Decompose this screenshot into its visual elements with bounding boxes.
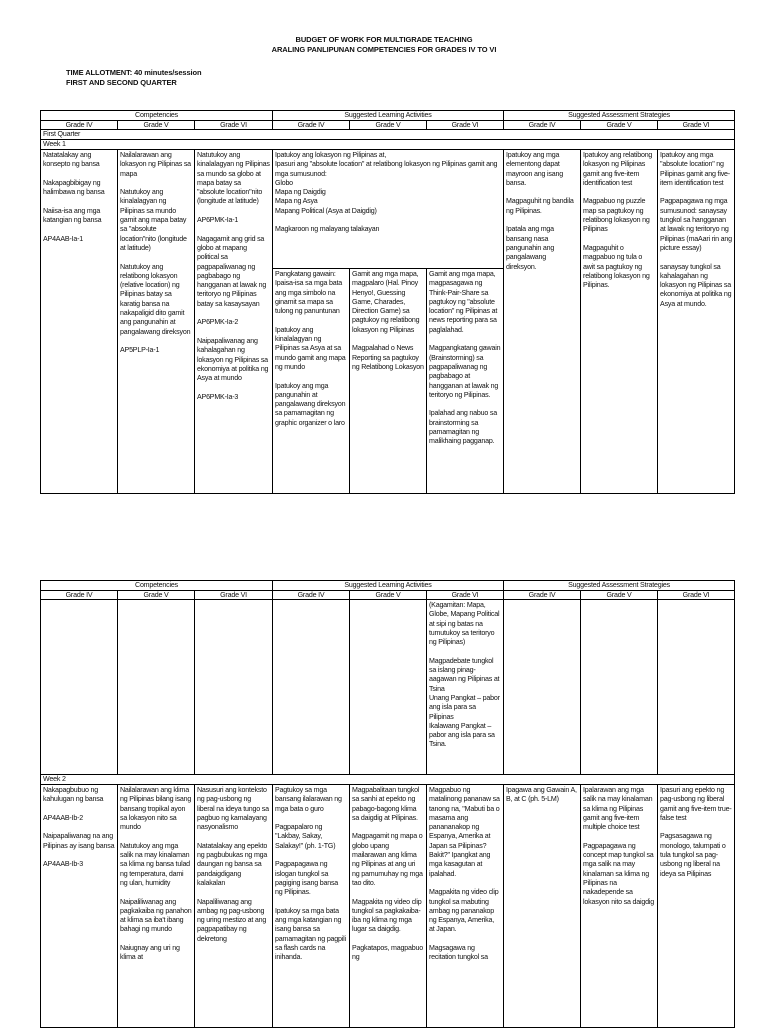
grade-header: Grade IV xyxy=(504,120,581,130)
week-label: Week 2 xyxy=(41,775,735,785)
assessment-header: Suggested Assessment Strategies xyxy=(504,581,735,591)
quarter-label: First Quarter xyxy=(41,130,735,140)
grade-header: Grade VI xyxy=(658,120,735,130)
empty-cell xyxy=(195,600,273,775)
activity-grade6-continued: (Kagamitan: Mapa, Globe, Mapang Political at sipi ng batas na tumutukoy sa teritoryo ng Pilipinas) Magpadebate tungkol sa islang pinag-aagawan ng Pilipinas at Tsina Unang Pangkat – pabor ang isla para sa Pilipinas Ikalawang Pangkat – pabor ang isla para sa Tsina. xyxy=(427,600,504,775)
assessment-grade4: Ipagawa ang Gawain A, B, at C (ph. 5-LM) xyxy=(504,785,581,1028)
empty-cell xyxy=(504,600,581,775)
document-title: BUDGET OF WORK FOR MULTIGRADE TEACHING xyxy=(295,35,473,44)
grade-header: Grade V xyxy=(581,120,658,130)
header-row-groups xyxy=(41,581,735,591)
grade-header: Grade V xyxy=(350,590,427,600)
grade-header: Grade VI xyxy=(427,120,504,130)
empty-cell xyxy=(581,600,658,775)
competency-grade6: Nasusuri ang konteksto ng pag-usbong ng liberal na ideya tungo sa pagbuo ng kamalayang nasyonalismo Natatalakay ang epekto ng pagbubukas ng mga daungan ng bansa sa pandaigdigang kalakalan Napaliliwanag ang ambag ng pag-usbong ng uring mestizo at ang pagpapatibay ng dekretong xyxy=(195,785,273,1028)
competency-grade4: Nakapagbubuo ng kahulugan ng bansa AP4AAB-Ib-2 Naipapaliwanag na ang Pilipinas ay isang bansa AP4AAB-Ib-3 xyxy=(41,785,118,1028)
empty-cell xyxy=(41,600,118,775)
grade-header: Grade V xyxy=(118,120,195,130)
competency-grade6: Natutukoy ang kinalalagyan ng Pilipinas sa mundo sa globo at mapa batay sa "absolute location"nito (longitude at latitude) AP6PMK-Ia-1 Nagagamit ang grid sa globo at mapang political sa pagpapaliwanag ng pagbabago ng hangganan at lawak ng teritoryo ng Pilipinas batay sa kasaysayan AP6PMK-Ia-2 Naipapaliwanag ang kahalagahan ng lokasyon ng Pilipinas sa ekonomiya at politika ng Asya at mundo AP6PMK-Ia-3 xyxy=(195,150,273,494)
week-label: Week 1 xyxy=(41,140,735,150)
assessment-grade5: Ipatukoy ang relatibong lokasyon ng Pilipinas gamit ang five-item identification test Magpabuo ng puzzle map sa pagtukoy ng relatibong lokasyon ng Pilipinas Magpaguhit o magpabuo ng tula o awit sa pagtukoy ng relatibong lokasyon ng Pilipinas. xyxy=(581,150,658,494)
grade-header: Grade IV xyxy=(273,120,350,130)
activity-grade4: Pagtukoy sa mga bansang ilalarawan ng mga bata o guro Pagpapalaro ng "Lakbay, Sakay, Salakay!" (ph. 1-TG) Pagpapagawa ng islogan tungkol sa pagiging isang bansa ng Pilipinas. Ipatukoy sa mga bata ang mga katangian ng isang bansa sa pamamagitan ng pagpili sa flash cards na inihanda. xyxy=(273,785,350,1028)
header-row-groups xyxy=(41,111,735,121)
competencies-header: Competencies xyxy=(41,581,273,591)
budget-of-work-table xyxy=(40,110,735,494)
empty-cell xyxy=(658,600,735,775)
activity-grade6: Gamit ang mga mapa, magpasagawa ng Think-Pair-Share sa pagtukoy ng "absolute location" ng Pilipinas at news reporting para sa paglalahad. Magpangkatang gawain (Brainstorming) sa pagpapaliwanag ng pagbabago at hangganan at lawak ng teritoryo ng Pilipinas. Ipalahad ang nabuo sa brainstorming sa pamamagitan ng malikhaing pagganap. xyxy=(427,269,504,494)
grade-header: Grade VI xyxy=(427,590,504,600)
quarter-coverage: FIRST AND SECOND QUARTER xyxy=(66,78,177,87)
content-row-a xyxy=(41,150,735,269)
time-allotment: TIME ALLOTMENT: 40 minutes/session xyxy=(66,68,202,77)
content-row xyxy=(41,785,735,1028)
assessment-grade5: Ipalarawan ang mga salik na may kinalaman sa klima ng Pilipinas gamit ang five-item multiple choice test Pagpapagawa ng concept map tungkol sa mga salik na may kinalaman sa klima ng Pilipinas na nakadepende sa lokasyon nito sa daigdig xyxy=(581,785,658,1028)
quarter-row xyxy=(41,130,735,140)
header-row-grades xyxy=(41,120,735,130)
continuation-row xyxy=(41,600,735,775)
competency-grade5: Nailalarawan ang klima ng Pilipinas bilang isang bansang tropikal ayon sa lokasyon nito sa mundo Natutukoy ang mga salik na may kinalaman sa klima ng bansa tulad ng temperatura, dami ng ulan, humidity Naipaliliwanag ang pagkakaiba ng panahon at klima sa iba't ibang bahagi ng mundo Naiugnay ang uri ng klima at xyxy=(118,785,195,1028)
empty-cell xyxy=(118,600,195,775)
grade-header: Grade VI xyxy=(195,590,273,600)
grade-header: Grade IV xyxy=(273,590,350,600)
budget-of-work-table-continued xyxy=(40,580,735,1028)
grade-header: Grade IV xyxy=(41,590,118,600)
week-row xyxy=(41,775,735,785)
assessment-grade4: Ipatukoy ang mga elementong dapat mayroon ang isang bansa. Magpaguhit ng bandila ng Pilipinas. Ipatala ang mga bansang nasa pangunahin ang pangalawang direksyon. xyxy=(504,150,581,494)
activity-common: Ipatukoy ang lokasyon ng Pilipinas at, Ipasuri ang "absolute location" at relatibong lokasyon ng Pilipinas gamit ang mga sumusunod: Globo Mapa ng Daigdig Mapa ng Asya Mapang Political (Asya at Daigdig) Magkaroon ng malayang talakayan xyxy=(273,150,504,269)
assessment-header: Suggested Assessment Strategies xyxy=(504,111,735,121)
grade-header: Grade V xyxy=(350,120,427,130)
header-row-grades xyxy=(41,590,735,600)
activity-grade5: Gamit ang mga mapa, magpalaro (Hal. Pinoy Henyo!, Guessing Game, Charades, Direction Game) sa pagtukoy ng relatibong lokasyon ng Pilipinas Magpalahad o News Reporting sa pagtukoy ng Relatibong Lokasyon xyxy=(350,269,427,494)
activities-header: Suggested Learning Activities xyxy=(273,581,504,591)
grade-header: Grade IV xyxy=(504,590,581,600)
grade-header: Grade V xyxy=(581,590,658,600)
grade-header: Grade VI xyxy=(195,120,273,130)
competencies-header: Competencies xyxy=(41,111,273,121)
empty-cell xyxy=(273,600,350,775)
activity-grade4: Pangkatang gawain: Ipaisa-isa sa mga bata ang mga simbolo na ginamit sa mapa sa tulong ng panuntunan Ipatukoy ang kinalalagyan ng Pilipinas sa Asya at sa mundo gamit ang mapa ng mundo Ipatukoy ang mga pangunahin at pangalawang direksyon sa pamamagitan ng graphic organizer o laro xyxy=(273,269,350,494)
grade-header: Grade V xyxy=(118,590,195,600)
empty-cell xyxy=(350,600,427,775)
assessment-grade6: Ipasuri ang epekto ng pag-usbong ng liberal gamit ang five-item true-false test Pagsasagawa ng monologo, talumpati o tula tungkol sa pag-usbong ng liberal na ideya sa Pilipinas xyxy=(658,785,735,1028)
assessment-grade6: Ipatukoy ang mga "absolute location" ng Pilipinas gamit ang five-item identification test Pagpapagawa ng mga sumusunod: sanaysay tungkol sa hangganan at lawak ng teritoryo ng Pilipinas (maAari rin ang picture essay) sanaysay tungkol sa kahalagahan ng lokasyon ng Pilipinas sa ekonomiya at politika ng Asya at mundo. xyxy=(658,150,735,494)
week-row xyxy=(41,140,735,150)
activities-header: Suggested Learning Activities xyxy=(273,111,504,121)
activity-grade5: Magpabalitaan tungkol sa sanhi at epekto ng pabago-bagong klima sa daigdig at Pilipinas. Magpagamit ng mapa o globo upang mailarawan ang klima ng Pilipinas at ang uri ng pamumuhay ng mga tao dito. Magpakita ng video clip tungkol sa pagkakaiba-iba ng klima ng mga lugar sa daigdig. Pagkatapos, magpabuo ng xyxy=(350,785,427,1028)
activity-grade6: Magpabuo ng matalinong pananaw sa tanong na, "Mabuti ba o masama ang panananakop ng Espanya, Amerika at Japan sa Pilipinas? Bakit?" Ipangkat ang mga kasagutan at ipalahad. Magpakita ng video clip tungkol sa mabuting ambag ng pananakop ng Espanya, Amerika, at Japan. Magsagawa ng recitation tungkol sa xyxy=(427,785,504,1028)
competency-grade4: Natatalakay ang konsepto ng bansa Nakapagbibigay ng halimbawa ng bansa Naiisa-isa ang mga katangian ng bansa AP4AAB-Ia-1 xyxy=(41,150,118,494)
grade-header: Grade VI xyxy=(658,590,735,600)
competency-grade5: Nailalarawan ang lokasyon ng Pilipinas sa mapa Natutukoy ang kinalalagyan ng Pilipinas sa mundo gamit ang mapa batay sa "absolute location"nito (longitude at latitude) Natutukoy ang relatibong lokasyon (relative location) ng Pilipinas batay sa karatig bansa na nakapaligid dito gamit ang pangunahin at pangalawang direksyon AP5PLP-Ia-1 xyxy=(118,150,195,494)
document-subtitle: ARALING PANLIPUNAN COMPETENCIES FOR GRADES IV TO VI xyxy=(271,45,497,54)
grade-header: Grade IV xyxy=(41,120,118,130)
